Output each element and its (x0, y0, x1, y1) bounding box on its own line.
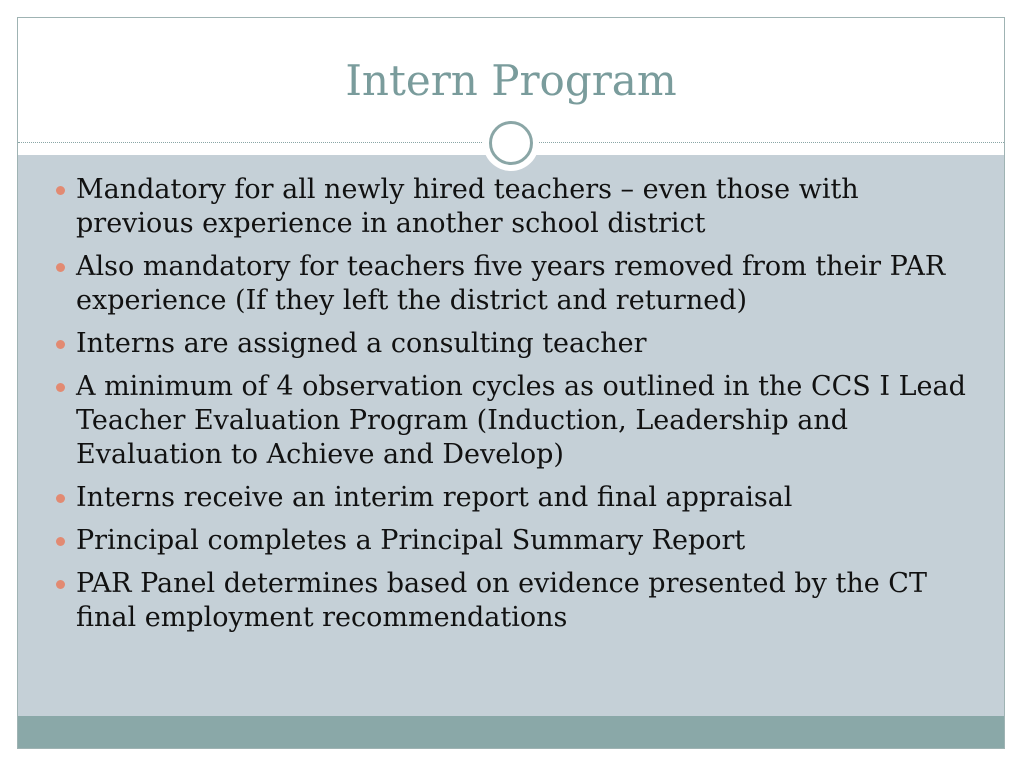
bullet-item: Interns receive an interim report and final appraisal (56, 481, 976, 515)
bullet-list (56, 173, 976, 644)
bullet-item: Mandatory for all newly hired teachers – even those with previous experience in another school district (56, 173, 976, 241)
bullet-item: A minimum of 4 observation cycles as outlined in the CCS I Lead Teacher Evaluation Program (Induction, Leadership and Evaluation to Achieve and Develop) (56, 370, 976, 472)
slide (17, 17, 1005, 749)
bullet-item: Principal completes a Principal Summary Report (56, 524, 976, 558)
slide-title: Intern Program (345, 56, 677, 105)
circle-ornament-icon (483, 115, 539, 171)
bullet-item: PAR Panel determines based on evidence presented by the CT final employment recommendations (56, 567, 976, 635)
footer-band (18, 716, 1004, 749)
bullet-item: Also mandatory for teachers five years removed from their PAR experience (If they left the district and returned) (56, 250, 976, 318)
bullet-item: Interns are assigned a consulting teacher (56, 327, 976, 361)
